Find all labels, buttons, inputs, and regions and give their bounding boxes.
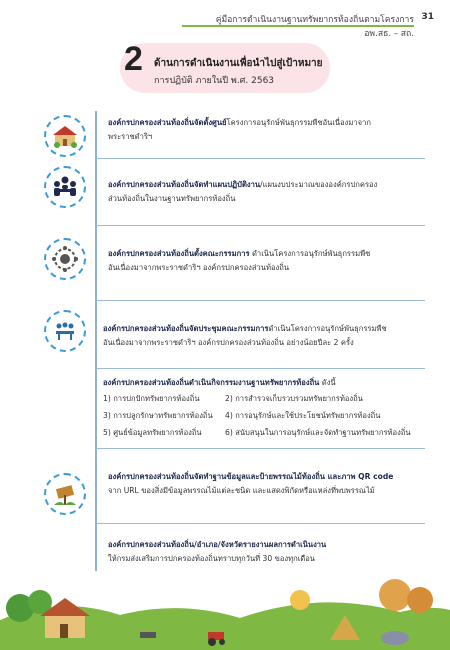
timeline-line bbox=[95, 111, 97, 571]
list-item: องค์กรปกครองส่วนท้องถิ่นจัดทำฐานข้อมูลและป้ายพรรณไม้ท้องถิ่น และภาพ QR code จาก URL ของสิ่งมีข้อมูลพรรณไม้แต่ละชนิด และแสดงพิกัดหรือแหล่งที่พบพรรณไม้ bbox=[108, 472, 394, 495]
activity-item: 3) การปลูกรักษาทรัพยากรท้องถิ่น bbox=[103, 411, 213, 420]
divider bbox=[95, 158, 425, 159]
list-item: องค์กรปกครองส่วนท้องถิ่น/อำเภอ/จังหวัดรายงานผลการดำเนินงาน ให้กรมส่งเสริมการปกครองท้องถิ่นทราบทุกวันที่ 30 ของทุกเดือน bbox=[108, 540, 327, 563]
activity-item: 6) สนับสนุนในการอนุรักษ์และจัดทำฐานทรัพยากรท้องถิ่น bbox=[225, 428, 411, 437]
meeting-table-icon bbox=[44, 310, 86, 352]
list-item: องค์กรปกครองส่วนท้องถิ่นตั้งคณะกรรมการ ดำเนินโครงการอนุรักษ์พันธุกรรมพืช อันเนื่องมาจากพระราชดำริฯ องค์กรปกครองส่วนท้องถิ่น bbox=[108, 249, 371, 272]
divider bbox=[95, 225, 425, 226]
meeting-people-icon bbox=[44, 166, 86, 208]
activity-item: 1) การปกปักทรัพยากรท้องถิ่น bbox=[103, 394, 200, 403]
header-rule bbox=[182, 25, 414, 27]
divider bbox=[95, 368, 425, 369]
divider bbox=[95, 523, 425, 524]
countryside-illustration bbox=[0, 560, 450, 650]
center-building-icon bbox=[44, 115, 86, 157]
list-item: องค์กรปกครองส่วนท้องถิ่นจัดตั้งศูนย์โครงการอนุรักษ์พันธุกรรมพืชอันเนื่องมาจาก พระราชดำริฯ bbox=[108, 118, 371, 141]
signboard-icon bbox=[44, 473, 86, 515]
section-title: ด้านการดำเนินงานเพื่อนำไปสู่เป้าหมาย bbox=[154, 58, 323, 69]
section-number: 2 bbox=[124, 40, 143, 78]
committee-gear-icon bbox=[44, 238, 86, 280]
running-header: คู่มือการดำเนินงานฐานทรัพยากรท้องถิ่นตามโครงการ อพ.สธ. – สถ. bbox=[215, 15, 414, 39]
list-item: องค์กรปกครองส่วนท้องถิ่นดำเนินกิจกรรมงานฐานทรัพยากรท้องถิ่น ดังนี้ bbox=[103, 378, 336, 387]
divider bbox=[95, 300, 425, 301]
activity-item: 4) การอนุรักษ์และใช้ประโยชน์ทรัพยากรท้องถิ่น bbox=[225, 411, 381, 420]
page-number: 31 bbox=[421, 12, 434, 22]
section-subtitle: การปฏิบัติ ภายในปี พ.ศ. 2563 bbox=[154, 76, 275, 86]
divider bbox=[95, 448, 425, 449]
activity-item: 2) การสำรวจเก็บรวบรวมทรัพยากรท้องถิ่น bbox=[225, 394, 363, 403]
list-item: องค์กรปกครองส่วนท้องถิ่นจัดประชุมคณะกรรมการดำเนินโครงการอนุรักษ์พันธุกรรมพืช อันเนื่องมาจากพระราชดำริฯ องค์กรปกครองส่วนท้องถิ่น อย่างน้อยปีละ 2 ครั้ง bbox=[103, 324, 387, 347]
list-item: องค์กรปกครองส่วนท้องถิ่นจัดทำแผนปฏิบัติงาน/แผนงบประมาณขององค์กรปกครอง ส่วนท้องถิ่นในงานฐานทรัพยากรท้องถิ่น bbox=[108, 180, 378, 203]
activity-item: 5) ศูนย์ข้อมูลทรัพยากรท้องถิ่น bbox=[103, 428, 202, 437]
